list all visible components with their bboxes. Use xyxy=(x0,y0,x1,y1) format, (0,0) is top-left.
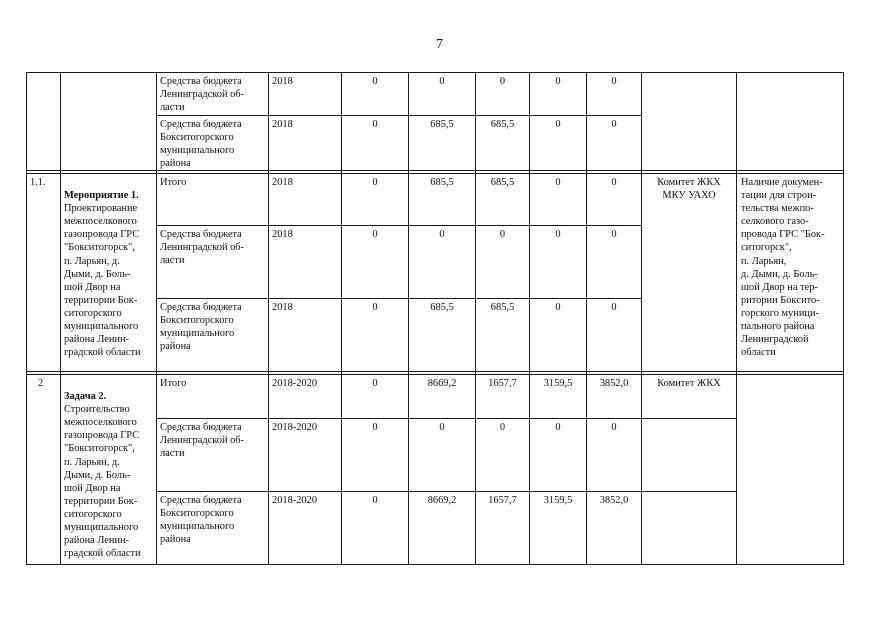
col-divider xyxy=(60,72,61,565)
value-cell: 0 xyxy=(372,495,378,506)
value-cell: 685,5 xyxy=(430,119,454,130)
col-divider xyxy=(641,72,642,565)
value-cell: 3159,5 xyxy=(543,378,573,389)
row-divider xyxy=(26,170,844,171)
value-cell: 3852,0 xyxy=(599,378,629,389)
table-border-right xyxy=(843,72,844,565)
value-cell: 0 xyxy=(372,422,378,433)
row-divider xyxy=(26,371,844,372)
value-cell: 685,5 xyxy=(490,177,515,188)
col-divider xyxy=(475,72,476,565)
value-cell: 0 xyxy=(611,119,617,130)
source-cell: Средства бюджета Бокситогорского муниципального района xyxy=(160,119,242,170)
source-cell: Средства бюджета Ленинградской об- ласти xyxy=(160,229,245,267)
value-cell: 685,5 xyxy=(490,302,515,313)
value-cell: 0 xyxy=(555,76,561,87)
value-cell: 0 xyxy=(611,177,617,188)
result-cell: Наличие докумен- тации для строи- тельства межпо- селкового газо- провода ГРС "Бок- ситогорск", п. Ларьян, д. Дыми, д. Боль- шой Двор на тер- ритории Бокcито- горского муници- пального района Ленинградской области xyxy=(741,177,825,359)
col-divider xyxy=(586,72,587,565)
years-cell: 2018-2020 xyxy=(272,378,318,389)
col-divider xyxy=(529,72,530,565)
row-divider xyxy=(156,298,641,299)
row-number: 2 xyxy=(38,378,44,389)
value-cell: 3852,0 xyxy=(599,495,629,506)
source-cell: Итого xyxy=(160,177,187,188)
task-title: Задача 2. xyxy=(64,391,107,403)
row-divider xyxy=(156,418,736,419)
col-divider xyxy=(736,72,737,565)
source-cell: Средства бюджета Ленинградской об- ласти xyxy=(160,76,245,114)
row-divider xyxy=(156,115,641,116)
years-cell: 2018 xyxy=(272,302,293,313)
activity-title: Мероприятие 1. xyxy=(64,190,139,202)
activity-name xyxy=(64,176,156,359)
value-cell: 8669,2 xyxy=(427,378,457,389)
value-cell: 0 xyxy=(439,422,445,433)
value-cell: 0 xyxy=(499,422,506,433)
table-border-top xyxy=(26,72,844,73)
value-cell: 0 xyxy=(439,76,445,87)
value-cell: 0 xyxy=(499,76,506,87)
value-cell: 685,5 xyxy=(430,302,454,313)
value-cell: 0 xyxy=(372,378,378,389)
value-cell: 1657,7 xyxy=(488,495,517,506)
years-cell: 2018 xyxy=(272,229,293,240)
years-cell: 2018 xyxy=(272,76,293,87)
value-cell: 8669,2 xyxy=(427,495,457,506)
budget-table xyxy=(26,72,844,565)
value-cell: 0 xyxy=(372,302,378,313)
col-divider xyxy=(408,72,409,565)
activity-description: Проектирование межпоселкового газопровода ГРС "Бокситогорск", п. Ларьян, д. Дыми, д. Боль- шой Двор на территории Бок- ситогорского муниципального района Ленин- градской области xyxy=(64,203,141,359)
value-cell: 0 xyxy=(372,177,378,188)
value-cell: 1657,7 xyxy=(488,378,517,389)
row-divider xyxy=(156,491,736,492)
col-divider xyxy=(341,72,342,565)
value-cell: 0 xyxy=(555,119,561,130)
task-name xyxy=(64,377,156,560)
value-cell: 685,5 xyxy=(430,177,454,188)
col-divider xyxy=(156,72,157,565)
table-border-bottom xyxy=(26,564,844,565)
source-cell: Средства бюджета Бокситогорского муниципального района xyxy=(160,302,242,353)
value-cell: 0 xyxy=(499,229,506,240)
executor-cell: Комитет ЖКХ МКУ УАХО xyxy=(657,177,721,202)
years-cell: 2018-2020 xyxy=(272,422,318,433)
executor-cell: Комитет ЖКХ xyxy=(657,378,721,389)
source-cell: Средства бюджета Ленинградской об- ласти xyxy=(160,422,245,460)
page-number: 7 xyxy=(436,37,443,52)
value-cell: 0 xyxy=(372,76,378,87)
row-number: 1.1. xyxy=(30,177,46,188)
value-cell: 0 xyxy=(611,76,617,87)
value-cell: 0 xyxy=(439,229,445,240)
years-cell: 2018 xyxy=(272,177,293,188)
value-cell: 0 xyxy=(611,229,617,240)
value-cell: 0 xyxy=(372,119,378,130)
row-divider xyxy=(156,225,641,226)
value-cell: 0 xyxy=(372,229,378,240)
value-cell: 0 xyxy=(555,302,561,313)
row-divider xyxy=(26,173,844,174)
value-cell: 0 xyxy=(611,302,617,313)
task-description: Строительство межпоселкового газопровода ГРС "Бокситогорск", п. Ларьян, д. Дыми, д. Боль- шой Двор на территории Бок- ситогорского муниципального района Ленин- градской области xyxy=(64,404,141,560)
source-cell: Итого xyxy=(160,378,187,389)
value-cell: 3159,5 xyxy=(543,495,573,506)
years-cell: 2018 xyxy=(272,119,293,130)
value-cell: 0 xyxy=(611,422,617,433)
source-cell: Средства бюджета Бокситогорского муниципального района xyxy=(160,495,242,546)
row-divider xyxy=(26,374,844,375)
value-cell: 0 xyxy=(555,229,561,240)
value-cell: 0 xyxy=(555,177,561,188)
value-cell: 685,5 xyxy=(490,119,515,130)
table-border-left xyxy=(26,72,27,565)
value-cell: 0 xyxy=(555,422,561,433)
years-cell: 2018-2020 xyxy=(272,495,318,506)
col-divider xyxy=(268,72,269,565)
